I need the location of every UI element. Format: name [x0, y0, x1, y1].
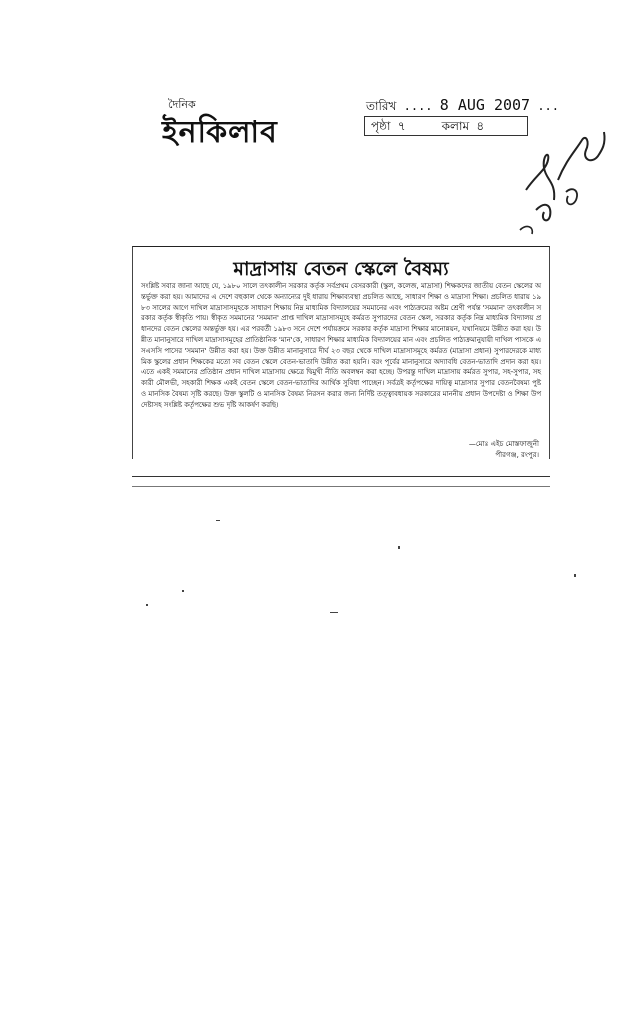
article-signature: [469, 439, 539, 461]
stamp-date-row: [366, 96, 559, 118]
scan-speck: [182, 590, 184, 592]
scan-speck: [574, 574, 576, 577]
article-title: মাদ্রাসায় বেতন স্কেলে বৈষম্য: [233, 258, 449, 280]
newspaper-title: ইনকিলাব: [162, 115, 278, 150]
stamp-date-prefix: তারিখ ....: [366, 99, 433, 113]
stamp-page-row: [364, 116, 528, 136]
stamp-page-value: ৭: [397, 119, 406, 133]
scan-speck: [216, 520, 220, 521]
article-body: সংশ্লিষ্ট সবার জানা আছে যে, ১৯৮০ সালে তৎকালীন সরকার কর্তৃক সর্বপ্রথম বেসরকারী (স্কুল, কলেজ, মাদ্রাসা) শিক্ষকদের জাতীয় বেতন স্কেলের অন্তর্ভুক্ত করা হয়। আমাদের এ দেশে বহুকাল থেকে অন্যান্যের দুই ধারায় শিক্ষাব্যবস্থা প্রচলিত আছে, সাধারণ শিক্ষা ও মাদ্রাসা শিক্ষা। প্রচলিত ধারায় ১৯৮৩ সালের আগে দাখিল মাদ্রাসাসমূহকে সাধারণ শিক্ষায় নিম্ন মাধ্যমিক বিদ্যালয়ের সমমানের এবং পাঠ্যক্রমের অষ্টম শ্রেণী পর্যন্ত 'সমমান' তৎকালীন সরকার কর্তৃক স্বীকৃতি পায়। স্বীকৃত সমমানের 'সমমান' প্রাপ্ত দাখিল মাদ্রাসাসমূহে কর্মরত সুপারদের বেতন স্কেল, সরকার কর্তৃক নিম্ন মাধ্যমিক বিদ্যালয় প্রধানদের বেতন স্কেলের অন্তর্ভুক্ত হয়। এর পরবর্তী ১৯৮৩ সনে দেশে পর্যায়ক্রমে সরকার কর্তৃক মাদ্রাসা শিক্ষার মানোন্নয়ন, যথানিয়মে উন্নীত করা হয়। উন্নীত মানানুসারে দাখিল মাদ্রাসাসমূহের প্রাতিষ্ঠানিক 'মান'কে, সাধারণ শিক্ষার মাধ্যমিক বিদ্যালয়ের মান এবং প্রচলিত পাঠ্যক্রমানুযায়ী দাখিল পাসকে এসএসসি পাসের 'সমমান' উন্নীত করা হয়। উক্ত উন্নীত মানানুসারে দীর্ঘ ২৩ বছর থেকে দাখিল মাদ্রাসাসমূহে কর্মরত (মাদ্রাসা প্রধান) সুপারদেরকে মাধ্যমিক স্কুলের প্রধান শিক্ষকের মতো সব বেতন স্কেলে বেতন-ভাতাদি উন্নীত করা হয়নি। বরং পূর্বের মানানুসারে অদ্যাবধি বেতন-ভাতাদি প্রদান করা হয়। এতে একই সমমানের প্রতিষ্ঠান প্রধান দাখিল মাদ্রাসায় ক্ষেত্রে দ্বিমুখী নীতি অবলম্বন করা হচ্ছে। উপরন্তু দাখিল মাদ্রাসায় কর্মরত সুপার, সহ-সুপার, সহকারী মৌলভী, সহকারী শিক্ষক একই বেতন স্কেলে বেতন-ভাতাদির আর্থিক সুবিধা পাচ্ছেন। সর্বত্রই কর্তৃপক্ষের দায়িত্ব মাদ্রাসার সুপার বেতনবৈষম্য পুষ্ট ও মানসিক বৈষম্য সৃষ্টি করছে। উক্ত স্কুলটি ও মানসিক বৈষম্য নিরসন করার জন্য নির্দিষ্ট তত্ত্বাবধায়ক সরকারের মাননীয় প্রধান উপদেষ্টা ও শিক্ষা উপদেষ্টাসহ সংশ্লিষ্ট কর্তৃপক্ষের শুভ দৃষ্টি আকর্ষণ করছি।: [141, 282, 541, 409]
stamp-column-value: ৪: [476, 119, 485, 133]
stamp-date: 8 AUG 2007: [439, 96, 531, 114]
stamp-date-suffix: ...: [537, 99, 559, 113]
clipping-bottom-rule-2: [132, 486, 550, 487]
signature-place: পীরগঞ্জ, রংপুর।: [495, 451, 539, 459]
masthead-label: দৈনিক: [168, 98, 196, 111]
signature-name: —মোঃ এইচ মোস্তফাজুনী: [468, 440, 539, 448]
scan-speck: [146, 604, 148, 606]
handwritten-note: [506, 120, 616, 240]
stamp-page-label: পৃষ্ঠা: [371, 119, 391, 133]
scan-speck: [330, 612, 338, 613]
stamp-column-label: কলাম: [441, 119, 470, 133]
article-clipping: [132, 246, 550, 459]
scan-speck: [398, 546, 400, 549]
clipping-bottom-rule: [132, 476, 550, 477]
